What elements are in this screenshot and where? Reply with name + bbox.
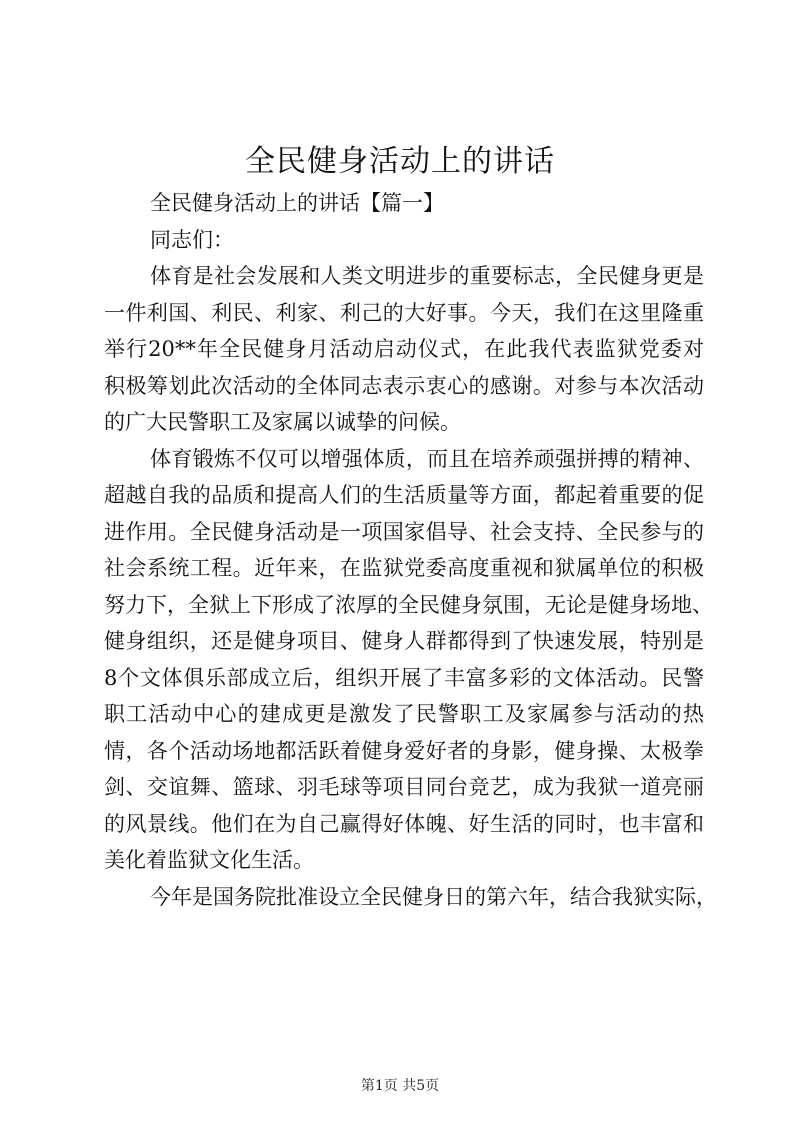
text-line: 努力下，全狱上下形成了浓厚的全民健身氛围，无论是健身场地、 — [104, 592, 713, 617]
text-line: 剑、交谊舞、篮球、羽毛球等项目同台竞艺，成为我狱一道亮丽 — [104, 775, 704, 799]
text-line: 积极筹划此次活动的全体同志表示衷心的感谢。对参与本次活动 — [104, 373, 704, 398]
text-line: 职工活动中心的建成更是激发了民警职工及家属参与活动的热 — [104, 702, 704, 726]
text-line: 举行20**年全民健身月活动启动仪式，在此我代表监狱党委对 — [104, 337, 704, 361]
document-body — [104, 185, 717, 915]
text-line: 进作用。全民健身活动是一项国家倡导、社会支持、全民参与的 — [104, 519, 704, 544]
text-line: 的广大民警职工及家属以诚挚的问候。 — [104, 410, 461, 434]
text-line: 全民健身活动上的讲话【篇一】 — [150, 191, 444, 215]
text-line: 的风景线。他们在为自己赢得好体魄、好生活的同时，也丰富和 — [104, 811, 704, 836]
page-footer: 第1页 共5页 — [360, 1078, 440, 1094]
text-line: 体育锻炼不仅可以增强体质，而且在培养顽强拼搏的精神、 — [150, 446, 704, 471]
text-line: 一件利国、利民、利家、利己的大好事。今天，我们在这里隆重 — [104, 300, 704, 325]
text-line: 今年是国务院批准设立全民健身日的第六年，结合我狱实际， — [150, 884, 717, 909]
text-line: 同志们： — [150, 227, 234, 252]
text-line: 体育是社会发展和人类文明进步的重要标志，全民健身更是 — [150, 264, 704, 288]
text-line: 美化着监狱文化生活。 — [104, 848, 314, 872]
text-line: 社会系统工程。近年来，在监狱党委高度重视和狱属单位的积极 — [104, 556, 704, 580]
text-line: 情，各个活动场地都活跃着健身爱好者的身影，健身操、太极拳 — [104, 738, 704, 763]
text-line: 8个文体俱乐部成立后，组织开展了丰富多彩的文体活动。民警 — [104, 665, 704, 690]
document-title: 全民健身活动上的讲话 — [245, 144, 555, 179]
text-line: 健身组织，还是健身项目、健身人群都得到了快速发展，特别是 — [104, 629, 704, 653]
text-line: 超越自我的品质和提高人们的生活质量等方面，都起着重要的促 — [104, 483, 704, 507]
